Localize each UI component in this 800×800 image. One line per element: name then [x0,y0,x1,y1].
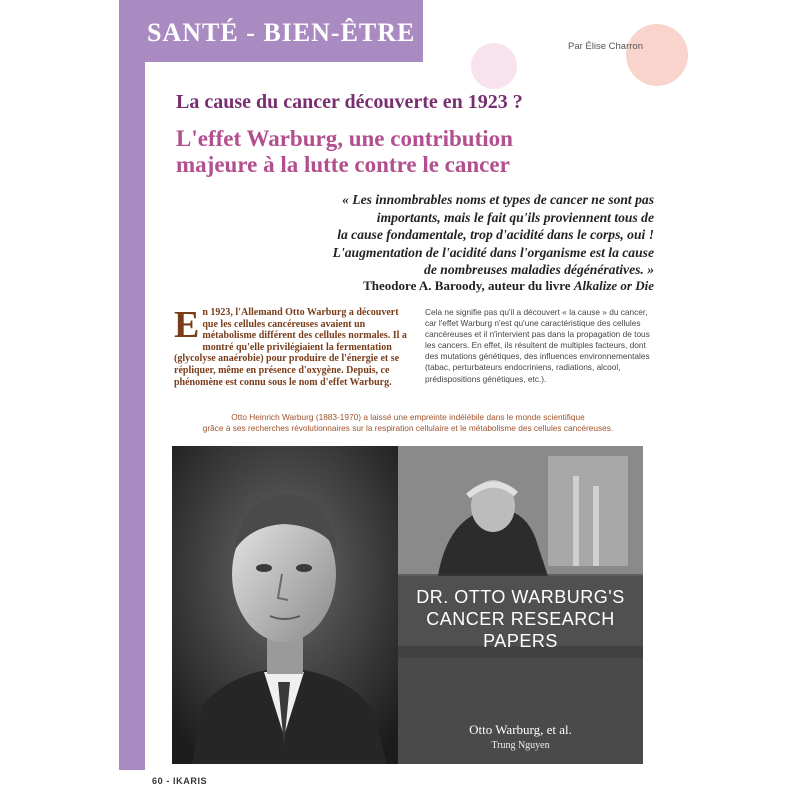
article-title-line: L'effet Warburg, une contribution [176,126,513,151]
article-title-line: majeure à la lutte contre le cancer [176,152,510,177]
article-lead-text: n 1923, l'Allemand Otto Warburg a découvert que les cellules cancéreuses avaient un métabolisme différent des cellules normales. Il a montré qu'elle privilégiaient la fermentation (glycolyse anaérobie) pour produire de l'énergie et se répliquer, même en présence d'oxygène. Depuis, ce phénomène est connu sous le nom d'effet Warburg. [174,307,407,388]
magazine-page [119,0,685,800]
book-cover [398,446,643,764]
quote-line: importants, mais le fait qu'ils proviennent tous de [376,209,654,225]
section-title: SANTÉ - BIEN-ÊTRE [147,18,416,47]
caption-line: Otto Heinrich Warburg (1883-1970) a laissé une empreinte indélébile dans le monde scientifique [231,412,585,422]
article-column-left [174,304,411,388]
drop-cap: E [174,304,200,346]
book-title-line: PAPERS [483,631,558,651]
decorative-circle [626,24,688,86]
article-title [176,126,646,178]
quote-line: « Les innombrables noms et types de cancer ne sont pas [342,192,654,207]
author-byline: Par Élise Charron [568,41,643,52]
photo-caption [167,412,649,435]
quote-attribution-name: Theodore A. Baroody, auteur du livre [363,278,574,293]
page-number: 60 [152,776,164,786]
quote-line: L'augmentation de l'acidité dans l'organisme est la cause [332,244,654,260]
book-title-line: CANCER RESEARCH [426,609,615,629]
epigraph-quote [199,191,654,279]
book-author: Otto Warburg, et al. [469,722,572,737]
portrait-image [172,446,398,764]
quote-line: la cause fondamentale, trop d'acidité dans le corps, oui ! [337,227,654,243]
quote-book-title: Alkalize or Die [573,278,654,293]
page-footer [152,776,207,786]
article-kicker: La cause du cancer découverte en 1923 ? [176,91,523,113]
book-title [398,586,643,652]
magazine-name: IKARIS [173,776,208,786]
section-band-left [119,0,145,770]
article-column-right: Cela ne signifie pas qu'il a découvert « la cause » du cancer, car l'effet Warburg n'est qu'une caractéristique des cellules cancéreuses et il n'intervient pas dans la propagation de tous les cancers. En effet, ils résultent de multiples facteurs, dont des mutations génétiques, des influences environnementales (tabac, perturbateurs endocriniens, radiations, alcool, prédispositions génétiques, etc.). [425,307,650,384]
quote-line: de nombreuses maladies dégénératives. » [424,262,654,278]
footer-separator: - [166,776,170,786]
caption-line: grâce à ses recherches révolutionnaires sur la respiration cellulaire et le métabolisme des cellules cancéreuses. [202,423,614,434]
quote-attribution [269,278,654,294]
book-editor: Trung Nguyen [491,740,550,751]
book-title-line: DR. OTTO WARBURG'S [416,587,625,607]
portrait-photo [172,446,398,764]
decorative-circle [471,43,517,89]
